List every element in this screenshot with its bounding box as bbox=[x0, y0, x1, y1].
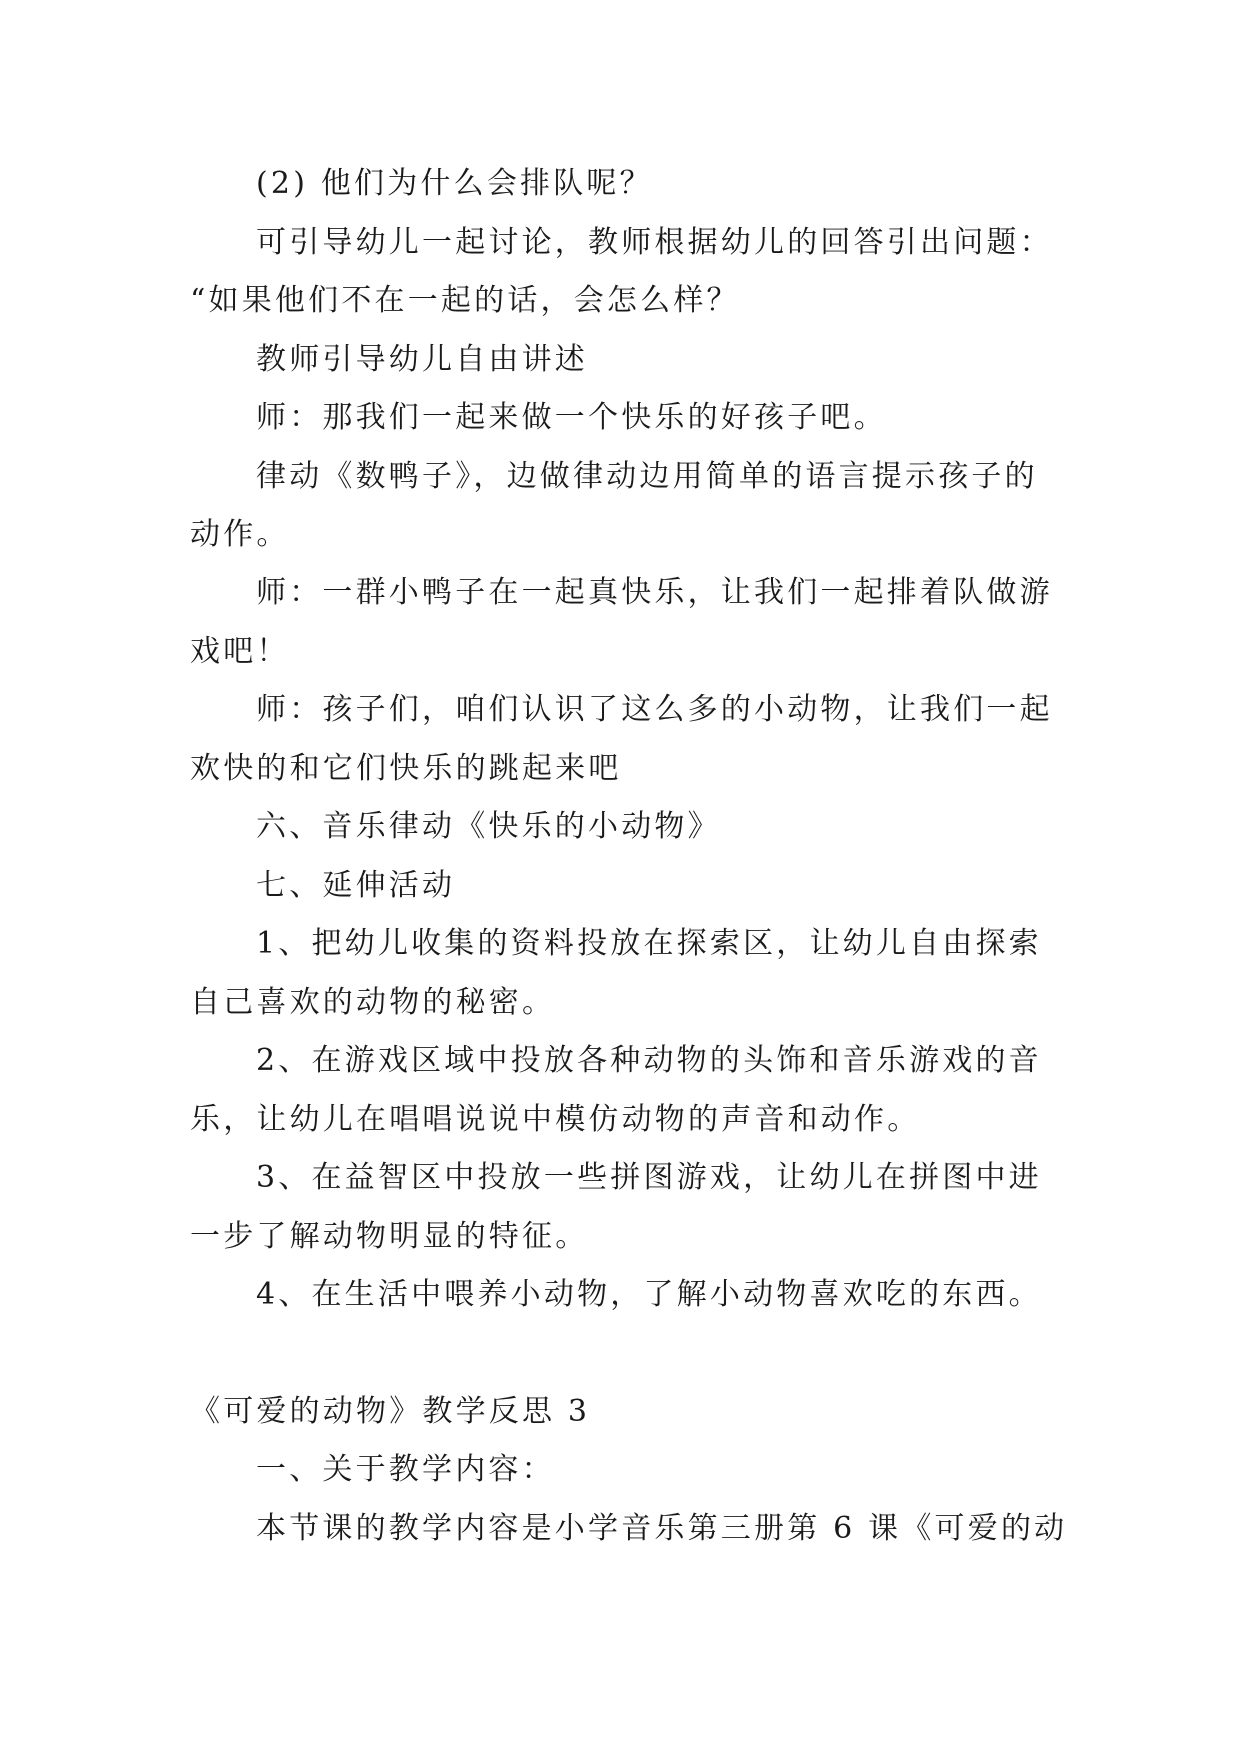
text-line: 师：一群小鸭子在一起真快乐，让我们一起排着队做游 bbox=[256, 575, 1053, 610]
text-line: 教师引导幼儿自由讲述 bbox=[256, 342, 588, 377]
text-line: 师：孩子们，咱们认识了这么多的小动物，让我们一起 bbox=[256, 692, 1053, 727]
text-line: 自己喜欢的动物的秘密。 bbox=[190, 985, 556, 1020]
text-line: 师：那我们一起来做一个快乐的好孩子吧。 bbox=[256, 400, 887, 435]
text-line: 动作。 bbox=[190, 517, 290, 552]
text-line: 本节课的教学内容是小学音乐第三册第 6 课《可爱的动 bbox=[256, 1511, 1068, 1546]
text-line: 乐，让幼儿在唱唱说说中模仿动物的声音和动作。 bbox=[190, 1102, 921, 1137]
text-line: 一步了解动物明显的特征。 bbox=[190, 1219, 589, 1254]
text-line: 六、音乐律动《快乐的小动物》 bbox=[256, 809, 721, 844]
text-line: 可引导幼儿一起讨论，教师根据幼儿的回答引出问题： bbox=[256, 225, 1053, 260]
text-line: 七、延伸活动 bbox=[256, 868, 456, 903]
text-line: 3、在益智区中投放一些拼图游戏，让幼儿在拼图中进 bbox=[256, 1160, 1042, 1195]
text-line: 律动《数鸭子》，边做律动边用简单的语言提示孩子的 bbox=[256, 459, 1038, 494]
text-line: “如果他们不在一起的话，会怎么样？ bbox=[190, 283, 740, 318]
text-line: 2、在游戏区域中投放各种动物的头饰和音乐游戏的音 bbox=[256, 1043, 1042, 1078]
text-line: 4、在生活中喂养小动物，了解小动物喜欢吃的东西。 bbox=[256, 1277, 1042, 1312]
text-line: 欢快的和它们快乐的跳起来吧 bbox=[190, 751, 622, 786]
text-line: 一、关于教学内容： bbox=[256, 1452, 555, 1487]
text-line: 1、把幼儿收集的资料投放在探索区，让幼儿自由探索 bbox=[256, 926, 1042, 961]
section-heading: 《可爱的动物》教学反思 3 bbox=[190, 1394, 591, 1429]
text-line: 戏吧！ bbox=[190, 634, 290, 669]
text-line: (2) 他们为什么会排队呢？ bbox=[256, 166, 653, 201]
